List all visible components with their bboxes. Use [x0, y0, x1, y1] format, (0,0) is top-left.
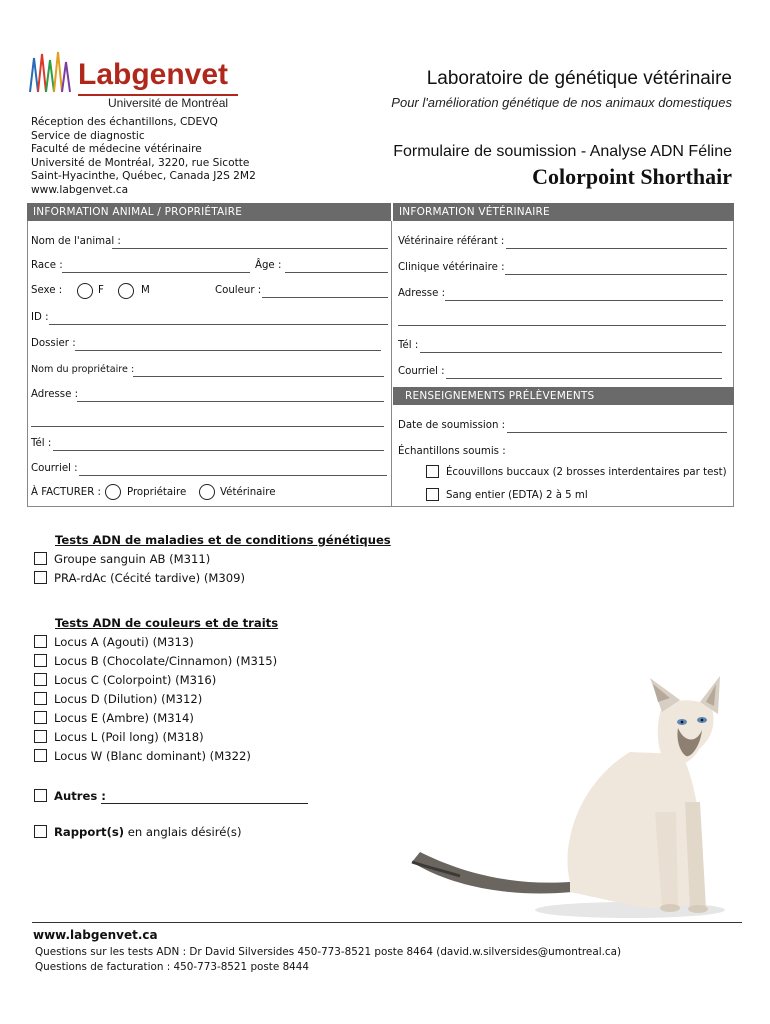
form-title: Formulaire de soumission - Analyse ADN Féline: [393, 143, 732, 160]
address-line: Service de diagnostic: [31, 129, 145, 142]
other-tests-line: [101, 803, 308, 804]
id-field[interactable]: [31, 312, 49, 323]
clinic-line: [505, 274, 727, 275]
sample-section-header: RENSEIGNEMENTS PRÉLÈVEMENTS: [393, 387, 734, 405]
other-tests-item[interactable]: [34, 789, 106, 803]
cat-photo: [400, 672, 740, 920]
buccal-swab-checkbox[interactable]: [426, 465, 439, 478]
test-label: Locus D (Dilution) (M312): [54, 692, 203, 706]
address-line: Saint-Hyacinthe, Québec, Canada J2S 2M2: [31, 170, 256, 183]
test-label: Locus E (Ambre) (M314): [54, 711, 194, 725]
report-english-checkbox[interactable]: [34, 825, 47, 838]
test-checkbox[interactable]: [34, 654, 47, 667]
test-label: Locus B (Chocolate/Cinnamon) (M315): [54, 654, 278, 668]
facturer-owner-label: Propriétaire: [127, 487, 187, 498]
address-line: Université de Montréal, 3220, rue Sicotte: [31, 156, 250, 169]
lab-title: Laboratoire de génétique vétérinaire: [426, 68, 732, 89]
vet-address-line-1: [445, 300, 723, 301]
lab-tagline: Pour l'amélioration génétique de nos animaux domestiques: [391, 95, 732, 110]
list-item[interactable]: [34, 730, 204, 744]
vet-tel-line: [420, 352, 722, 353]
facturer-owner-radio[interactable]: [105, 484, 121, 500]
test-label: Locus C (Colorpoint) (M316): [54, 673, 217, 687]
other-tests-label: Autres :: [54, 789, 106, 803]
owner-tel-field[interactable]: [31, 438, 51, 449]
dossier-label: Dossier :: [31, 338, 76, 349]
color-tests-heading: Tests ADN de couleurs et de traits: [55, 616, 279, 630]
list-item[interactable]: [34, 654, 277, 668]
labgenvet-logo: [28, 46, 243, 112]
id-label: ID :: [31, 312, 49, 323]
vet-email-field[interactable]: [398, 366, 445, 377]
test-label: Locus A (Agouti) (M313): [54, 635, 194, 649]
dossier-field[interactable]: [31, 338, 76, 349]
footer-test-questions: Questions sur les tests ADN : Dr David Silversides 450-773-8521 poste 8464 (david.w.silversides@umontreal.ca): [35, 946, 622, 958]
report-rest-label: en anglais désiré(s): [124, 825, 242, 839]
test-label: Locus L (Poil long) (M318): [54, 730, 204, 744]
samples-label: Échantillons soumis :: [398, 446, 506, 457]
race-label: Race :: [31, 260, 63, 271]
facturer-vet-label: Vétérinaire: [220, 487, 276, 498]
owner-tel-label: Tél :: [31, 438, 52, 449]
age-line: [285, 272, 388, 273]
vet-tel-field[interactable]: [398, 340, 418, 351]
footer-billing-questions: Questions de facturation : 450-773-8521 poste 8444: [35, 961, 310, 973]
disease-tests-heading: Tests ADN de maladies et de conditions génétiques: [55, 533, 391, 547]
dossier-line: [75, 350, 381, 351]
owner-address-label: Adresse :: [31, 389, 79, 400]
vet-section-header: INFORMATION VÉTÉRINAIRE: [393, 203, 734, 221]
report-bold-label: Rapport(s): [54, 825, 125, 839]
footer-url[interactable]: www.labgenvet.ca: [33, 928, 158, 942]
submission-date-field[interactable]: [398, 420, 505, 431]
report-english-item[interactable]: [34, 825, 242, 839]
list-item[interactable]: [34, 673, 216, 687]
test-checkbox[interactable]: [34, 730, 47, 743]
dna-bars-logo-icon: [28, 50, 74, 94]
owner-email-line: [79, 475, 387, 476]
sexe-label: Sexe :: [31, 285, 63, 296]
logo-name: Labgenvet: [78, 58, 229, 91]
address-line: Réception des échantillons, CDEVQ: [31, 116, 218, 128]
middle-divider: [391, 221, 392, 507]
whole-blood-label: Sang entier (EDTA) 2 à 5 ml: [446, 490, 588, 501]
breed-title: Colorpoint Shorthair: [532, 164, 732, 189]
clinic-label: Clinique vétérinaire :: [398, 262, 505, 273]
owner-tel-line: [53, 450, 384, 451]
vet-email-label: Courriel :: [398, 366, 445, 377]
test-checkbox[interactable]: [34, 552, 47, 565]
submission-date-line: [507, 432, 727, 433]
buccal-swab-label: Écouvillons buccaux (2 brosses interdentaires par test): [446, 467, 727, 478]
facturer-vet-radio[interactable]: [199, 484, 215, 500]
vet-address-field[interactable]: [398, 288, 445, 299]
owner-address-line-2: [31, 426, 384, 427]
race-field[interactable]: [31, 260, 63, 271]
vet-address-line-2: [398, 325, 726, 326]
list-item[interactable]: [34, 711, 194, 725]
test-checkbox[interactable]: [34, 692, 47, 705]
test-checkbox[interactable]: [34, 711, 47, 724]
bottom-border: [27, 506, 734, 507]
vet-ref-line: [506, 248, 727, 249]
sexe-f-label: F: [98, 285, 104, 296]
owner-name-label: Nom du propriétaire :: [31, 364, 135, 375]
address-line: www.labgenvet.ca: [31, 183, 129, 196]
lab-address: [31, 116, 256, 198]
vet-email-line: [446, 378, 722, 379]
sexe-m-label: M: [141, 285, 150, 296]
id-line: [49, 324, 388, 325]
whole-blood-checkbox[interactable]: [426, 488, 439, 501]
animal-name-label: Nom de l'animal :: [31, 236, 121, 247]
submission-date-label: Date de soumission :: [398, 420, 506, 431]
right-border: [733, 221, 734, 507]
list-item[interactable]: [34, 552, 210, 566]
owner-address-field[interactable]: [31, 389, 78, 400]
test-checkbox[interactable]: [34, 635, 47, 648]
vet-tel-label: Tél :: [398, 340, 419, 351]
other-tests-checkbox[interactable]: [34, 789, 47, 802]
owner-section-header: INFORMATION ANIMAL / PROPRIÉTAIRE: [27, 203, 391, 221]
test-label: Groupe sanguin AB (M311): [54, 552, 211, 566]
test-label: Locus W (Blanc dominant) (M322): [54, 749, 251, 763]
facturer-label: À FACTURER :: [31, 487, 101, 498]
race-line: [62, 272, 250, 273]
list-item[interactable]: [34, 692, 202, 706]
owner-name-field[interactable]: [31, 364, 134, 375]
vet-ref-field[interactable]: [398, 236, 504, 247]
owner-name-line: [133, 376, 384, 377]
couleur-label: Couleur :: [215, 285, 262, 296]
age-field[interactable]: [255, 260, 281, 271]
clinic-field[interactable]: [398, 262, 505, 273]
left-border: [27, 221, 28, 507]
test-checkbox[interactable]: [34, 571, 47, 584]
age-label: Âge :: [255, 260, 282, 271]
logo-university: Université de Montréal: [108, 96, 229, 110]
address-line: Faculté de médecine vétérinaire: [31, 143, 202, 156]
list-item[interactable]: [34, 635, 194, 649]
owner-email-label: Courriel :: [31, 463, 78, 474]
animal-name-line: [112, 248, 388, 249]
couleur-line: [262, 297, 388, 298]
sexe-m-radio[interactable]: [118, 283, 134, 299]
owner-email-field[interactable]: [31, 463, 78, 474]
test-checkbox[interactable]: [34, 749, 47, 762]
test-label: PRA-rdAc (Cécité tardive) (M309): [54, 571, 246, 585]
test-checkbox[interactable]: [34, 673, 47, 686]
vet-ref-label: Vétérinaire référant :: [398, 236, 505, 247]
list-item[interactable]: [34, 749, 251, 763]
couleur-field[interactable]: [215, 285, 261, 296]
animal-name-field[interactable]: [31, 236, 121, 247]
sexe-field: [31, 285, 62, 296]
sexe-f-radio[interactable]: [77, 283, 93, 299]
list-item[interactable]: [34, 571, 245, 585]
owner-address-line-1: [77, 401, 384, 402]
footer-divider: [32, 922, 742, 923]
vet-address-label: Adresse :: [398, 288, 446, 299]
